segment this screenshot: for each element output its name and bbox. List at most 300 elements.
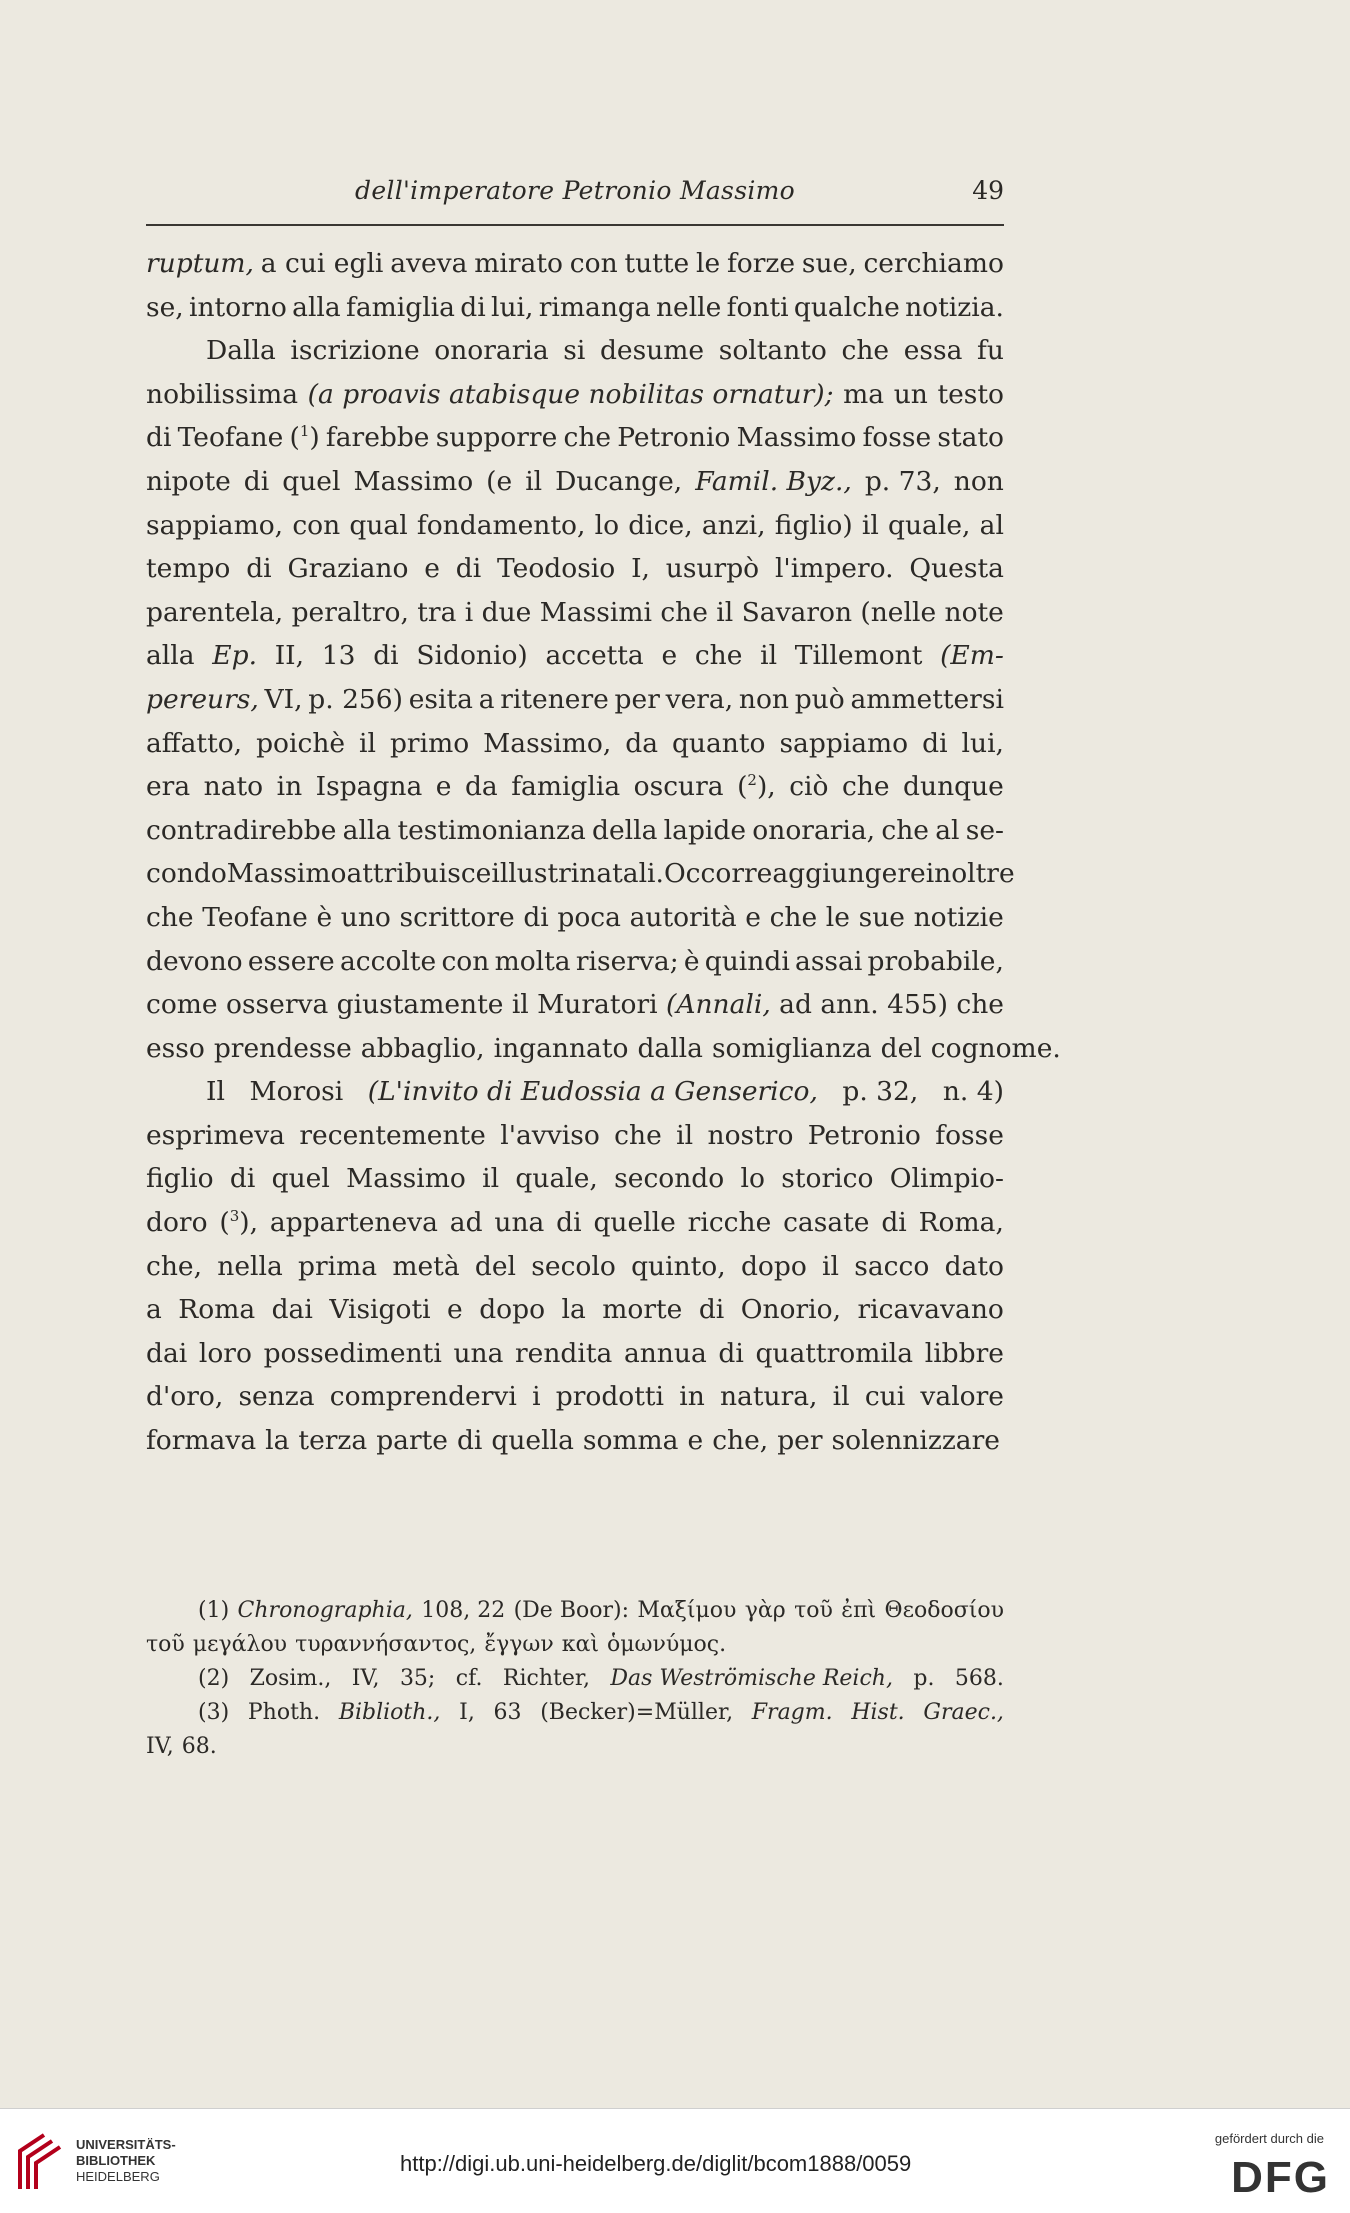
word: Questa bbox=[909, 553, 1004, 585]
text-line bbox=[146, 416, 1004, 460]
word: prendesse bbox=[213, 1032, 352, 1064]
word: somma bbox=[582, 1425, 679, 1457]
word: sappiamo bbox=[779, 727, 909, 759]
word: terza bbox=[298, 1425, 368, 1457]
word: ma bbox=[843, 378, 885, 410]
footnote-word: (De Boor): bbox=[513, 1598, 629, 1623]
word: del bbox=[474, 1250, 517, 1282]
footnote-word: μεγάλου bbox=[192, 1632, 288, 1657]
word: Teodosio bbox=[497, 553, 616, 585]
word: figlio) bbox=[774, 509, 853, 541]
word: quinto, bbox=[631, 1250, 726, 1282]
word: Petronio bbox=[617, 422, 731, 454]
word: di bbox=[373, 640, 399, 672]
text-line bbox=[146, 1157, 1004, 1201]
word: quel bbox=[271, 1163, 330, 1195]
word: quale, bbox=[515, 1163, 598, 1195]
word: che bbox=[660, 596, 708, 628]
word: primo bbox=[389, 727, 470, 759]
text-line bbox=[146, 504, 1004, 548]
footnote-word: cf. bbox=[455, 1666, 483, 1691]
word: che bbox=[694, 640, 743, 672]
footnote-word: ἐπὶ bbox=[841, 1598, 877, 1623]
word: di bbox=[698, 1294, 725, 1326]
text-line bbox=[146, 722, 1004, 766]
footnote-word: Hist. bbox=[851, 1700, 905, 1725]
word: notizie bbox=[913, 901, 1004, 933]
word: natali. bbox=[579, 858, 664, 890]
word: dunque bbox=[903, 771, 1004, 803]
word: al bbox=[935, 814, 960, 846]
word: di bbox=[556, 1207, 582, 1239]
word: ann. bbox=[820, 989, 879, 1021]
word: Teofane bbox=[177, 422, 284, 454]
word: soltanto bbox=[718, 335, 827, 367]
word: può bbox=[794, 683, 845, 715]
word: storico bbox=[781, 1163, 874, 1195]
footnote-word: ἔγγων bbox=[484, 1632, 554, 1657]
footnote-word: (Becker)=Müller, bbox=[540, 1700, 734, 1725]
word: esprimeva bbox=[146, 1119, 285, 1151]
word: dice, bbox=[628, 509, 693, 541]
word: ruptum, bbox=[146, 248, 254, 279]
word: ricavavano bbox=[857, 1294, 1004, 1326]
text-line bbox=[146, 591, 1004, 635]
word: di bbox=[523, 901, 549, 933]
word: anzi, bbox=[701, 509, 766, 541]
text-line bbox=[146, 373, 1004, 417]
word: giustamente bbox=[336, 989, 504, 1021]
word: possedimenti bbox=[263, 1337, 442, 1369]
word: Graziano bbox=[287, 553, 409, 585]
body-text bbox=[146, 242, 1061, 1463]
word: ($^1$) bbox=[289, 422, 320, 454]
word: osserva bbox=[226, 989, 329, 1021]
footnotes bbox=[146, 1594, 1004, 1764]
word: p. 32, bbox=[842, 1076, 919, 1108]
word: affatto, bbox=[146, 727, 243, 759]
word: fonti bbox=[726, 291, 789, 323]
word: dopo bbox=[740, 1250, 807, 1282]
word: Massimo bbox=[346, 1163, 466, 1195]
word: ricche bbox=[687, 1207, 772, 1239]
word: sue bbox=[858, 901, 905, 933]
footnote-word: I, bbox=[459, 1700, 475, 1725]
word: senza bbox=[238, 1381, 315, 1413]
text-line bbox=[146, 1027, 1061, 1071]
footnote-word: 35; bbox=[399, 1666, 436, 1691]
footnote-word: Richter, bbox=[502, 1666, 590, 1691]
footnote-line bbox=[146, 1594, 1004, 1628]
word: in bbox=[679, 1381, 705, 1413]
word: e bbox=[435, 771, 452, 803]
word: natura, bbox=[719, 1381, 818, 1413]
word: (nelle bbox=[860, 596, 937, 628]
word: in bbox=[276, 771, 303, 803]
word: casate bbox=[783, 1207, 870, 1239]
word: mirato bbox=[474, 248, 563, 279]
word: quanto bbox=[671, 727, 766, 759]
word: l'avviso bbox=[500, 1119, 600, 1151]
word: riserva; bbox=[575, 945, 679, 977]
word: quattromila bbox=[755, 1337, 914, 1369]
word: le bbox=[695, 248, 721, 279]
word: alla bbox=[342, 814, 392, 846]
word: 13 bbox=[321, 640, 356, 672]
library-logo-icon bbox=[14, 2129, 66, 2195]
word: illustri bbox=[491, 858, 580, 890]
word: e bbox=[661, 640, 678, 672]
footnote-word: Chronographia, bbox=[237, 1598, 413, 1623]
word: di bbox=[243, 465, 270, 497]
word: desume bbox=[599, 335, 705, 367]
word: ($^2$), bbox=[737, 771, 776, 803]
word: fosse bbox=[935, 1119, 1004, 1151]
word: essa bbox=[903, 335, 963, 367]
word: cerchiamo bbox=[863, 248, 1004, 279]
word: dato bbox=[944, 1250, 1004, 1282]
word: che bbox=[146, 901, 194, 933]
viewer-footer bbox=[0, 2108, 1350, 2213]
word: farebbe bbox=[325, 422, 430, 454]
text-line bbox=[146, 678, 1004, 722]
word: che, bbox=[146, 1250, 203, 1282]
word: che bbox=[614, 1119, 662, 1151]
word: lo bbox=[740, 1163, 765, 1195]
word: Massimo bbox=[226, 858, 347, 890]
word: Massimo bbox=[736, 422, 857, 454]
word: il bbox=[511, 989, 529, 1021]
word: con bbox=[292, 509, 341, 541]
word: di bbox=[456, 1425, 483, 1457]
footnote-word: καὶ bbox=[561, 1632, 599, 1657]
text-line bbox=[146, 634, 1004, 678]
word: con bbox=[569, 248, 618, 279]
word: che bbox=[769, 901, 818, 933]
word: con bbox=[441, 945, 490, 977]
word: dopo bbox=[479, 1294, 546, 1326]
permalink-url[interactable]: http://digi.ub.uni-heidelberg.de/diglit/bcom1888/0059 bbox=[400, 2151, 912, 2176]
word: il bbox=[822, 1250, 839, 1282]
word: una bbox=[453, 1337, 504, 1369]
word: esita bbox=[408, 683, 473, 715]
word: assai bbox=[795, 945, 863, 977]
word: lo bbox=[594, 509, 620, 541]
footnote-word: ὁμωνύμος. bbox=[606, 1632, 727, 1657]
word: Ep. bbox=[212, 640, 257, 672]
word: rendita bbox=[515, 1337, 613, 1369]
word: da bbox=[464, 771, 498, 803]
word: dalla bbox=[637, 1032, 703, 1064]
word: notizia. bbox=[905, 291, 1004, 323]
word: alla bbox=[292, 291, 341, 323]
word: Massimi bbox=[539, 596, 652, 628]
word: se- bbox=[965, 814, 1004, 846]
word: Massimo, bbox=[483, 727, 612, 759]
footnote-word: Zosim., bbox=[249, 1666, 332, 1691]
word: Roma bbox=[178, 1294, 256, 1326]
word: contradirebbe bbox=[146, 814, 337, 846]
footnote-word: Das Weströmische Reich, bbox=[610, 1666, 893, 1691]
word: non bbox=[953, 465, 1004, 497]
word: da bbox=[625, 727, 658, 759]
word: del bbox=[880, 1032, 922, 1064]
word: doro bbox=[146, 1207, 208, 1239]
word: fondamento, bbox=[416, 509, 586, 541]
word: alla bbox=[146, 640, 195, 672]
running-head bbox=[146, 176, 1004, 216]
text-line bbox=[146, 1419, 1004, 1463]
word: pereurs, bbox=[146, 683, 259, 715]
word: che bbox=[956, 989, 1004, 1021]
footnote-line bbox=[146, 1628, 1004, 1662]
word: fosse bbox=[862, 422, 932, 454]
word: poca bbox=[557, 901, 621, 933]
word: Sidonio) bbox=[416, 640, 528, 672]
word: poichè bbox=[256, 727, 346, 759]
footnote-word: IV, bbox=[351, 1666, 380, 1691]
text-line bbox=[146, 765, 1004, 809]
word: forze bbox=[726, 248, 796, 279]
footnote-word: 108, 22 bbox=[421, 1598, 506, 1623]
word: per bbox=[777, 1425, 823, 1457]
word: peraltro, bbox=[291, 596, 409, 628]
word: e bbox=[687, 1425, 704, 1457]
word: di bbox=[229, 1163, 256, 1195]
word: n. 4) bbox=[942, 1076, 1004, 1108]
footnote-word: (3) bbox=[198, 1700, 230, 1725]
word: di bbox=[922, 727, 948, 759]
text-line bbox=[146, 940, 1004, 984]
word: si bbox=[563, 335, 586, 367]
word: accetta bbox=[545, 640, 644, 672]
text-line bbox=[146, 460, 1004, 504]
footnote-word: p. bbox=[913, 1666, 935, 1691]
text-line bbox=[146, 1332, 1004, 1376]
word: l'impero. bbox=[774, 553, 894, 585]
word: che, bbox=[712, 1425, 769, 1457]
word: lui, bbox=[491, 291, 534, 323]
word: onoraria, bbox=[752, 814, 876, 846]
word: onoraria bbox=[434, 335, 549, 367]
text-line bbox=[146, 983, 1004, 1027]
word: a cui egli bbox=[260, 248, 384, 279]
word: 455) bbox=[887, 989, 948, 1021]
footnote-word: τοῦ bbox=[146, 1632, 185, 1657]
word: il bbox=[525, 465, 543, 497]
word: prodotti bbox=[555, 1381, 665, 1413]
word: solennizzare bbox=[831, 1425, 1000, 1457]
word: dai bbox=[146, 1337, 188, 1369]
word: come bbox=[146, 989, 218, 1021]
word: Il bbox=[206, 1076, 225, 1108]
word: di bbox=[718, 1337, 744, 1369]
footnote-word: (1) bbox=[198, 1598, 230, 1623]
word: il bbox=[482, 1163, 500, 1195]
word: Petronio bbox=[807, 1119, 921, 1151]
word: tempo bbox=[146, 553, 231, 585]
word: tra bbox=[417, 596, 457, 628]
word: abbaglio, bbox=[360, 1032, 485, 1064]
word: e bbox=[447, 1294, 463, 1326]
word: famiglia bbox=[511, 771, 621, 803]
word: nella bbox=[217, 1250, 283, 1282]
word: famiglia bbox=[346, 291, 455, 323]
word: quale, bbox=[888, 509, 971, 541]
word: I, bbox=[631, 553, 650, 585]
word: cui bbox=[864, 1381, 906, 1413]
word: lui, bbox=[961, 727, 1004, 759]
word: recentemente bbox=[299, 1119, 486, 1151]
word: nostro bbox=[707, 1119, 794, 1151]
word: Morosi bbox=[249, 1076, 344, 1108]
word: la bbox=[265, 1425, 290, 1457]
text-line bbox=[146, 1114, 1004, 1158]
running-title: dell'imperatore Petronio Massimo bbox=[355, 176, 795, 205]
footnote-word: τοῦ bbox=[794, 1598, 833, 1623]
word: era bbox=[146, 771, 191, 803]
word: una bbox=[494, 1207, 545, 1239]
footnote-word: Biblioth., bbox=[338, 1700, 441, 1725]
word: devono bbox=[146, 945, 243, 977]
word: di bbox=[246, 553, 272, 585]
word: parte bbox=[376, 1425, 448, 1457]
word: Muratori bbox=[537, 989, 658, 1021]
word: Dalla bbox=[206, 335, 276, 367]
word: le bbox=[825, 901, 850, 933]
word: figlio bbox=[146, 1163, 214, 1195]
word: qualche bbox=[793, 291, 900, 323]
word: Teofane bbox=[202, 901, 308, 933]
text-line bbox=[146, 1375, 1004, 1419]
word: il bbox=[359, 727, 376, 759]
word: i bbox=[464, 596, 474, 628]
word: probabile, bbox=[867, 945, 1004, 977]
word: esso bbox=[146, 1032, 205, 1064]
word: a bbox=[146, 1294, 162, 1326]
word: è bbox=[683, 945, 700, 977]
word: lapide bbox=[663, 814, 747, 846]
word: attribuisce bbox=[346, 858, 492, 890]
header-rule bbox=[146, 224, 1004, 226]
word: è bbox=[316, 901, 333, 933]
word: aggiungere bbox=[772, 858, 926, 890]
word: Savaron bbox=[741, 596, 853, 628]
word: quelle bbox=[593, 1207, 676, 1239]
word: p. 256) bbox=[308, 683, 403, 715]
word: somiglianza bbox=[711, 1032, 872, 1064]
word: iscrizione bbox=[290, 335, 420, 367]
word: che bbox=[841, 335, 890, 367]
word: il bbox=[676, 1119, 694, 1151]
word: secondo bbox=[614, 1163, 725, 1195]
word: supporre bbox=[435, 422, 558, 454]
word: ad bbox=[779, 989, 812, 1021]
word: di bbox=[146, 422, 172, 454]
word: il bbox=[716, 596, 734, 628]
footnote-word: Fragm. bbox=[751, 1700, 833, 1725]
word: quella bbox=[491, 1425, 574, 1457]
page-number: 49 bbox=[972, 176, 1004, 205]
word: (e bbox=[486, 465, 513, 497]
word: per bbox=[614, 683, 660, 715]
footnote-word: Θεοδοσίου bbox=[884, 1598, 1004, 1623]
word: nipote bbox=[146, 465, 231, 497]
word: il bbox=[832, 1381, 850, 1413]
word: (a proavis atabisque nobilitas ornatur); bbox=[307, 378, 834, 410]
footnote-line bbox=[146, 1730, 1004, 1764]
text-line bbox=[146, 1245, 1004, 1289]
word: che bbox=[881, 814, 929, 846]
word: ammettersi bbox=[850, 683, 1004, 715]
word: oscura bbox=[633, 771, 724, 803]
footnote-word: γὰρ bbox=[744, 1598, 786, 1623]
word: rimanga bbox=[538, 291, 651, 323]
word: parentela, bbox=[146, 596, 284, 628]
word: Ispagna bbox=[315, 771, 423, 803]
word: Olimpio- bbox=[889, 1163, 1004, 1195]
word: testimonianza bbox=[397, 814, 586, 846]
word: due bbox=[481, 596, 532, 628]
word: uno bbox=[340, 901, 391, 933]
footnote-word: 568. bbox=[954, 1666, 1004, 1691]
word: un bbox=[893, 378, 928, 410]
word: ciò bbox=[789, 771, 829, 803]
funder-label: gefördert durch die bbox=[1214, 2131, 1324, 2146]
word: valore bbox=[920, 1381, 1004, 1413]
word: intorno bbox=[189, 291, 287, 323]
word: Tillemont bbox=[794, 640, 923, 672]
dfg-logo: DFG bbox=[1231, 2153, 1330, 2202]
word: condo bbox=[146, 858, 227, 890]
word: Roma, bbox=[918, 1207, 1004, 1239]
word: scrittore bbox=[399, 901, 515, 933]
word: inoltre bbox=[925, 858, 1015, 890]
footnote-line bbox=[146, 1696, 1004, 1730]
word: vera, bbox=[665, 683, 734, 715]
word: sappiamo, bbox=[146, 509, 284, 541]
word: ($^3$), bbox=[219, 1207, 259, 1239]
word: di bbox=[455, 553, 482, 585]
word: Massimo bbox=[353, 465, 474, 497]
word: non bbox=[738, 683, 789, 715]
word: molta bbox=[494, 945, 571, 977]
text-line bbox=[146, 1201, 1004, 1245]
text-line bbox=[146, 242, 1004, 286]
word: sue, bbox=[801, 248, 857, 279]
word: loro bbox=[198, 1337, 252, 1369]
word: Onorio, bbox=[740, 1294, 842, 1326]
footnote-word: Μαξίμου bbox=[637, 1598, 737, 1623]
word: il bbox=[760, 640, 778, 672]
word: e bbox=[745, 901, 761, 933]
word: testo bbox=[937, 378, 1004, 410]
word: fu bbox=[977, 335, 1004, 367]
footnote-word: 68. bbox=[181, 1734, 217, 1759]
text-line bbox=[146, 852, 1015, 896]
word: II, bbox=[274, 640, 305, 672]
word: Ducange, bbox=[555, 465, 683, 497]
word: comprendervi bbox=[329, 1381, 517, 1413]
word: quel bbox=[282, 465, 341, 497]
word: VI, bbox=[264, 683, 303, 715]
footnote-word: Photh. bbox=[247, 1700, 321, 1725]
word: cognome. bbox=[930, 1032, 1061, 1064]
word: stato bbox=[937, 422, 1004, 454]
word: qual bbox=[349, 509, 408, 541]
word: p. 73, bbox=[864, 465, 941, 497]
word: il bbox=[861, 509, 879, 541]
